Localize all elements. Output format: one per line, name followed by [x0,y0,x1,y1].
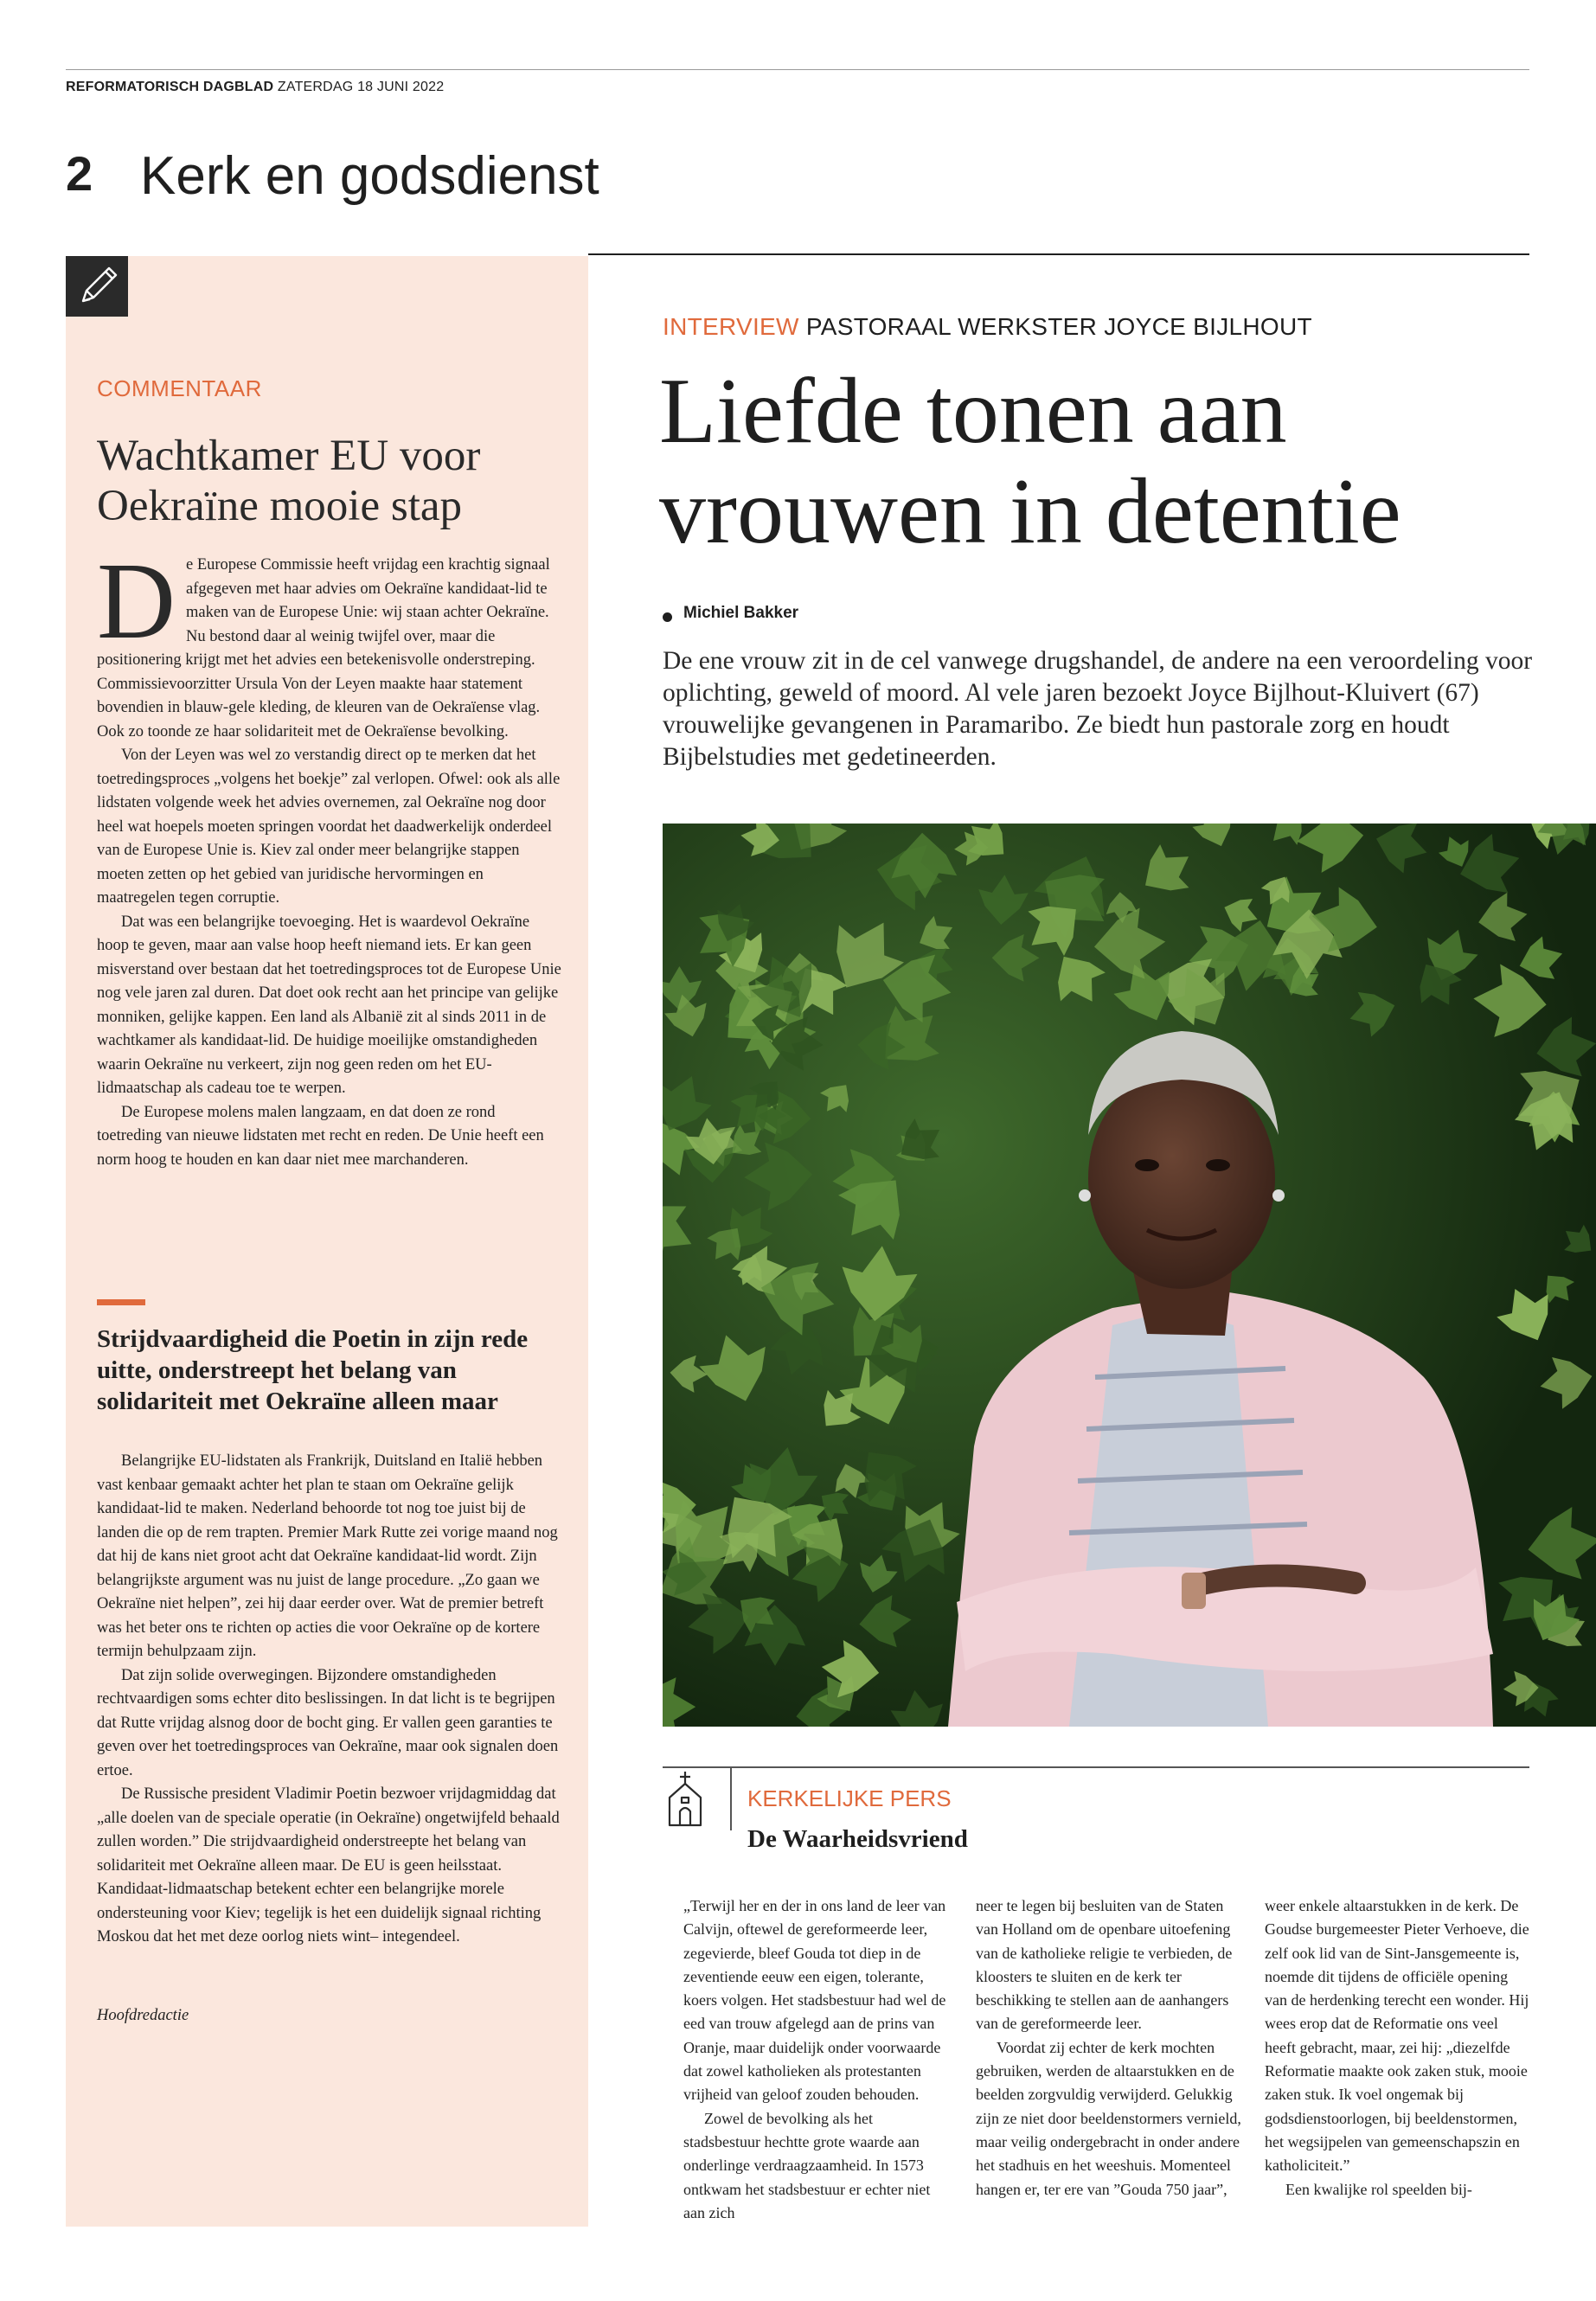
commentary-paragraph: De Russische president Vladimir Poetin bezwoer vrijdagmiddag dat „alle doelen van de speciale operatie (in Oekraïne) ongetwijfeld behaald zullen worden.” Die strijdvaardigheid onderstreepte het belang van solidariteit met Oekraïne alleen maar. De EU is geen heilsstaat. Kandidaat-lidmaatschap betekent echter een belangrijke morele ondersteuning voor Kiev; tegelijk is het een duidelijk signaal richting Moskou dat het met deze oorlog niets wint– integendeel. [97,1785,560,1945]
commentary-label: COMMENTAAR [97,375,262,401]
kerkelijke-pers-source: De Waarheidsvriend [747,1825,968,1853]
byline: Michiel Bakker [683,604,799,622]
issue-date: ZATERDAG 18 JUNI 2022 [277,80,445,94]
page-number: 2 [66,146,93,201]
commentary-paragraph: Belangrijke EU-lidstaten als Frankrijk, Duitsland en Italië hebben vast kenbaar gemaakt achter het plan te staan om Oekraïne gelijk kandidaat-lid te maken. Nederland behoorde tot nog toe juist bij de landen die op de rem trapten. Premier Mark Rutte zei vorige maand nog dat hij de kans niet groot acht dat Oekraïne kandidaat-lid wordt. Zijn belangrijkste argument was nu juist de lange procedure. „Zo gaan we Oekraïne niet helpen”, zei hij daar eerder over. Wat de premier betreft was het beter ons te richten op acties die voor Oekraïne op de kortere termijn behulpzaam zijn. [97,1452,558,1660]
newspaper-name: REFORMATORISCH DAGBLAD [66,80,274,94]
pers-paragraph: „Terwijl her en der in ons land de leer van Calvijn, oftewel de gereformeerde leer, zegevierde, bleef Gouda tot diep in de zeventiende eeuw een eigen, tolerante, koers volgen. Het stadsbestuur had wel de eed van trouw afgelegd aan de prins van Oranje, maar duidelijk onder voorwaarde dat zowel katholieken als protestanten vrijheid van geloof zouden behouden. [683,1897,946,2104]
section-divider [588,253,1529,255]
pers-icon-separator [730,1768,732,1830]
pers-paragraph: neer te legen bij besluiten van de Staten van Holland om de openbare uitoefening van de katholieke religie te verbieden, de kloosters te sluiten en de kerk ter beschikking te stellen aan de aanhangers van de gereformeerde leer. [976,1897,1233,2033]
pull-quote: Strijdvaardigheid die Poetin in zijn rede uitte, onderstreept het belang van solidariteit met Oekraïne alleen maar [97,1325,529,1415]
kicker-label: INTERVIEW [663,313,799,340]
section-title: Kerk en godsdienst [140,146,599,206]
commentary-body [97,542,564,1172]
first-paragraph-text: e Europese Commissie heeft vrijdag een krachtig signaal afgegeven met haar advies om Oekraïne kandidaat-lid te maken van de Europese Unie: wij staan achter Oekraïne. Nu bestond daar al weinig twijfel over, maar die positionering krijgt met het advies een betekenisvolle onderstreping. Commissievoorzitter Ursula Von der Leyen maakte haar statement bovendien in blauw-gele kleding, de kleuren van de Oekraïense vlag. Ook zo toonde ze haar solidariteit met de Oekraïense bevolking. [97,556,550,740]
interview-headline: Liefde tonen aan vrouwen in detentie [659,360,1401,563]
commentary-paragraph: Dat was een belangrijke toevoeging. Het is waardevol Oekraïne hoop te geven, maar aan valse hoop heeft niemand iets. Er kan geen misverstand over bestaan dat het toetredingsproces tot de Europese Unie nog vele jaren zal duren. Dat doet ook recht aan het principe van gelijke monniken, gelijke kappen. Een land als Albanië zit al sinds 2011 in de wachtkamer als kandidaat-lid. De huidige moeilijke omstandigheden waarin Oekraïne nu verkeert, zijn nog geen reden om het EU-lidmaatschap als cadeau toe te werpen. [97,913,561,1097]
interview-photo [663,824,1596,1727]
drop-cap: D [97,542,176,662]
pers-paragraph: weer enkele altaarstukken in de kerk. De Goudse burgemeester Pieter Verhoeve, die zelf ook lid van de Sint-Jansgemeente is, noemde dit tijdens de officiële opening van de herdenking terecht een wonder. Hij wees erop dat de Reformatie ons veel heeft gebracht, maar, zei hij: „diezelfde Reformatie maakte ook zaken stuk, mooie zaken stuk. Ik voel ongemak bij godsdienstoorlogen, bij beeldenstormen, het wegsijpelen van gemeenschapszin en katholiciteit.” [1265,1897,1529,2175]
commentary-first-paragraph [97,542,564,744]
pers-column-2 [976,1894,1244,2202]
commentary-signature: Hoofdredactie [97,2007,189,2024]
top-divider [66,69,1529,70]
kicker-subject: PASTORAAL WERKSTER JOYCE BIJLHOUT [805,313,1312,340]
church-icon [663,1768,708,1830]
pers-paragraph: Zowel de bevolking als het stadsbestuur hechtte grote waarde aan onderlinge verdraagzaamheid. In 1573 ontkwam het stadsbestuur er echter niet aan zich [683,2109,931,2221]
accent-bar [97,1299,145,1305]
commentary-body-continued [97,1450,564,1950]
interview-kicker [663,313,1312,341]
pers-divider [663,1766,1529,1768]
kerkelijke-pers-label: KERKELIJKE PERS [747,1785,952,1811]
commentary-paragraph: De Europese molens malen langzaam, en dat doen ze rond toetreding van nieuwe lidstaten met recht en reden. De Unie heeft een norm hoog te houden en kan daar niet mee marchanderen. [97,1103,544,1169]
pencil-icon [66,256,128,317]
bullet-dot [663,612,672,622]
commentary-headline: Wachtkamer EU voor Oekraïne mooie stap [97,432,481,530]
commentary-paragraph: Dat zijn solide overwegingen. Bijzondere omstandigheden rechtvaardigen soms echter dito beslissingen. In dat licht is te begrijpen dat Rutte vrijdag alsnog door de bocht ging. Er vallen geen garanties te geven over het toetredingsproces van Oekraïne, maar ook signalen doen ertoe. [97,1666,559,1779]
pers-column-3 [1265,1894,1533,2202]
commentary-paragraph: Von der Leyen was wel zo verstandig direct op te merken dat het toetredingsproces „volgens het boekje” zal verlopen. Ofwel: ook als alle lidstaten volgende week het advies overnemen, zal Oekraïne nog door heel wat hoepels moeten springen voordat het daadwerkelijk onderdeel van de Europese Unie is. Kiev zal onder meer belangrijke stappen moeten zetten op het gebied van juridische hervormingen en maatregelen tegen corruptie. [97,747,561,907]
interview-intro: De ene vrouw zit in de cel vanwege drugshandel, de andere na een veroordeling voor oplichting, geweld of moord. Al vele jaren bezoekt Joyce Bijlhout-Kluivert (67) vrouwelijke gevangenen in Paramaribo. Ze biedt hun pastorale zorg en houdt Bijbelstudies met gedetineerden. [663,647,1533,771]
pers-paragraph: Een kwalijke rol speelden bij- [1285,2180,1472,2198]
pers-paragraph: Voordat zij echter de kerk mochten gebruiken, werden de altaarstukken en de beelden zorgvuldig verwijderd. Gelukkig zijn ze niet door beeldenstormers vernield, maar veilig ondergebracht in onder andere het stadhuis en het weeshuis. Momenteel hangen er, ter ere van ”Gouda 750 jaar”, [976,2038,1241,2198]
pers-column-1 [683,1894,952,2225]
masthead [66,80,444,95]
